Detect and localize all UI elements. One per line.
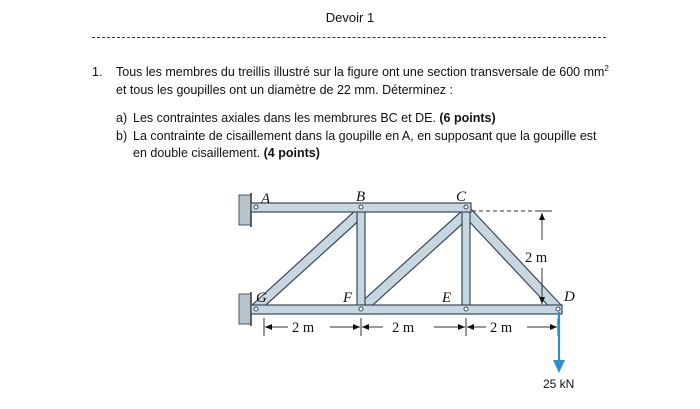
part-b-label: b)	[116, 129, 128, 143]
load-label: 25 kN	[543, 377, 575, 391]
member-gfed	[251, 305, 562, 314]
label-c: C	[456, 189, 467, 205]
height-dim-label: 2 m	[525, 250, 548, 266]
load-arrow-head	[553, 360, 565, 373]
member-fc	[357, 209, 471, 313]
question-line1: Tous les membres du treillis illustré sur la figure ont une section transversale de 600 mm	[116, 65, 605, 79]
label-f: F	[343, 290, 353, 306]
pin-g	[254, 307, 258, 311]
pin-b	[359, 205, 363, 209]
label-d: D	[564, 289, 575, 305]
label-b: B	[356, 189, 366, 205]
part-a-text: Les contraintes axiales dans les membrures BC et DE.	[133, 111, 440, 125]
label-a: A	[261, 191, 271, 207]
page-title: Devoir 1	[325, 10, 375, 25]
member-bf	[357, 210, 365, 308]
span-dim-label-2: 2 m	[392, 320, 415, 336]
pin-d	[556, 307, 560, 311]
part-a-label: a)	[116, 111, 128, 125]
support-a	[239, 193, 251, 227]
part-b-text: La contrainte de cisaillement dans la goupille en A, en supposant que la goupille est en double cisaillement.	[133, 129, 597, 160]
part-b-points: (4 points)	[263, 146, 320, 160]
member-ce	[462, 210, 470, 308]
superscript: 2	[604, 63, 609, 73]
support-g	[239, 292, 251, 326]
span-dim-label-1: 2 m	[292, 320, 315, 336]
question-line2: et tous les goupilles ont un diamètre de 22 mm. Déterminez :	[116, 83, 453, 97]
pin-f	[359, 307, 363, 311]
question-number: 1.	[92, 65, 103, 79]
pin-a	[254, 205, 258, 209]
member-cd	[464, 209, 562, 313]
span-dim-label-3: 2 m	[490, 320, 513, 336]
label-g: G	[256, 290, 267, 306]
pin-e	[464, 307, 468, 311]
label-e: E	[442, 290, 452, 306]
pin-c	[464, 205, 468, 209]
part-a-points: (6 points)	[439, 111, 496, 125]
